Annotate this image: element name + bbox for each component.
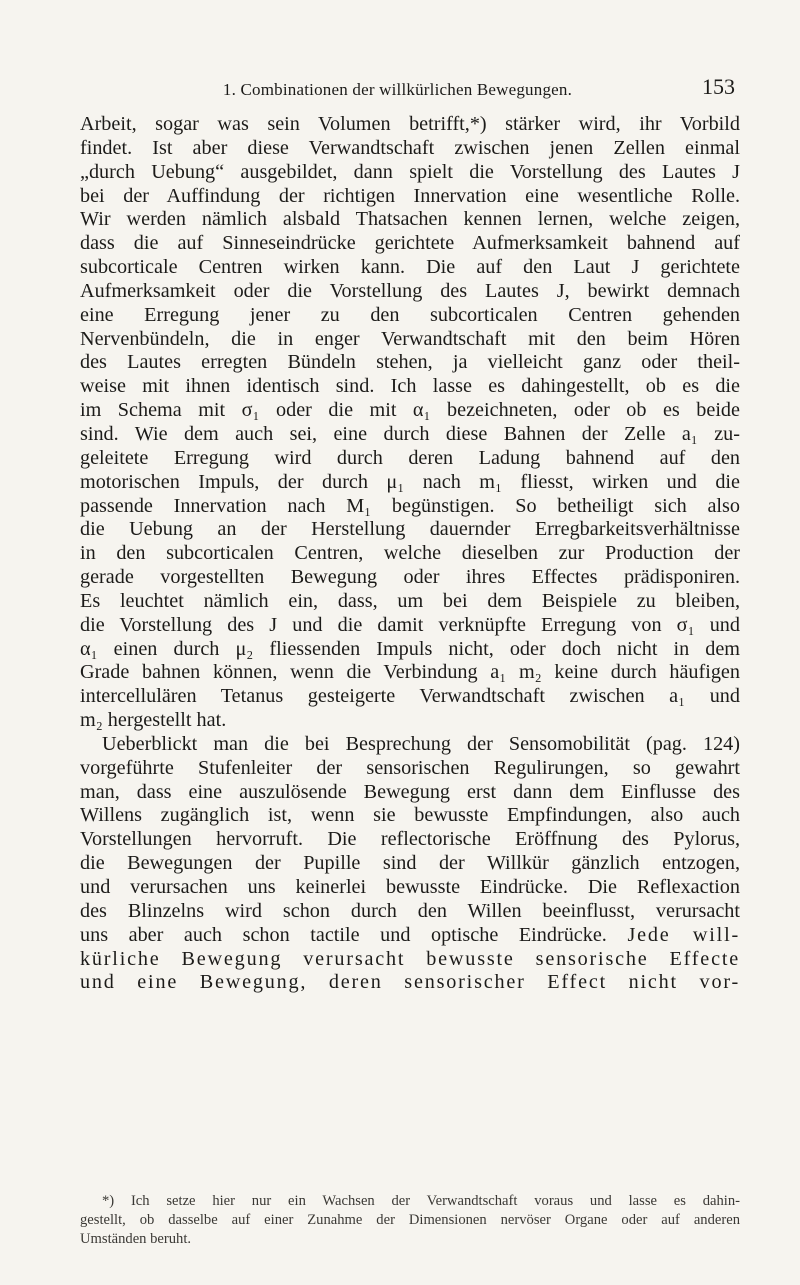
footnote-line: *) Ich setze hier nur ein Wachsen der Verwandtschaft voraus und lasse es dahin- (102, 1193, 740, 1209)
text-line: dass die auf Sinneseindrücke gerichtete Aufmerksamkeit bahnend auf (80, 232, 740, 255)
text-line: des Lautes erregten Bündeln stehen, ja vielleicht ganz oder theil- (80, 351, 740, 374)
text-line: m₂ hergestellt hat. (80, 709, 227, 732)
text-line: im Schema mit σ₁ oder die mit α₁ bezeichneten, oder ob es beide (80, 399, 740, 422)
text-line: Grade bahnen können, wenn die Verbindung a₁ m₂ keine durch häufigen (80, 661, 740, 684)
text-line: Willens zugänglich ist, wenn sie bewusste Empfindungen, also auch (80, 804, 740, 827)
text-line: „durch Uebung“ ausgebildet, dann spielt die Vorstellung des Lautes J (80, 160, 740, 183)
text-line: in den subcorticalen Centren, welche dieselben zur Production der (80, 542, 740, 565)
spaced-emphasis-line: und eine Bewegung, deren sensorischer Effect nicht vor- (80, 971, 740, 994)
text-line: bei der Auffindung der richtigen Innervation eine wesentliche Rolle. (80, 184, 740, 207)
text-line: des Blinzelns wird schon durch den Willen beeinflusst, verursacht (80, 899, 740, 922)
spaced-emphasis: Jede will- (627, 923, 741, 946)
text-line-plain: uns aber auch schon tactile und optische Eindrücke. (80, 923, 607, 946)
page-number: 153 (702, 74, 735, 99)
footnote (80, 1192, 740, 1249)
text-line: sind. Wie dem auch sei, eine durch diese Bahnen der Zelle a₁ zu- (80, 422, 740, 445)
footnote-line: Umständen beruht. (80, 1231, 192, 1247)
text-line: eine Erregung jener zu den subcorticalen Centren gehenden (80, 303, 740, 326)
text-line: man, dass eine auszulösende Bewegung erst dann dem Einflusse des (80, 780, 740, 803)
text-line: intercellulären Tetanus gesteigerte Verwandtschaft zwischen a₁ und (80, 685, 740, 708)
text-line: Nervenbündeln, die in enger Verwandtschaft mit den beim Hören (80, 327, 740, 350)
text-line-with-spaced (80, 924, 740, 948)
text-line: die Vorstellung des J und die damit verknüpfte Erregung von σ₁ und (80, 613, 740, 636)
body-text (80, 113, 740, 995)
text-line: gerade vorgestellten Bewegung oder ihres Effectes prädisponiren. (80, 566, 740, 589)
running-head (60, 74, 735, 104)
text-line: die Uebung an der Herstellung dauernder Erregbarkeitsverhältnisse (80, 518, 740, 541)
text-line: Ueberblickt man die bei Besprechung der Sensomobilität (pag. 124) (102, 732, 740, 755)
text-line: passende Innervation nach M₁ begünstigen. So betheiligt sich also (80, 494, 740, 517)
footnote-line: gestellt, ob dasselbe auf einer Zunahme der Dimensionen nervöser Organe oder auf anderen (80, 1212, 740, 1228)
text-line: geleitete Erregung wird durch deren Ladung bahnend auf den (80, 446, 740, 469)
text-line: Wir werden nämlich alsbald Thatsachen kennen lernen, welche zeigen, (80, 208, 740, 231)
text-line: Vorstellungen hervorruft. Die reflectorische Eröffnung des Pylorus, (80, 828, 740, 851)
text-line: motorischen Impuls, der durch μ₁ nach m₁ fliesst, wirken und die (80, 470, 740, 493)
text-line: Aufmerksamkeit oder die Vorstellung des Lautes J, bewirkt demnach (80, 279, 740, 302)
text-line: vorgeführte Stufenleiter der sensorischen Regulirungen, so gewahrt (80, 756, 740, 779)
text-line: Arbeit, sogar was sein Volumen betrifft,*) stärker wird, ihr Vorbild (80, 113, 740, 135)
text-line: Es leuchtet nämlich ein, dass, um bei dem Beispiele zu bleiben, (80, 589, 740, 612)
text-line: findet. Ist aber diese Verwandtschaft zwischen jenen Zellen einmal (80, 136, 740, 159)
text-line: α₁ einen durch μ₂ fliessenden Impuls nicht, oder doch nicht in dem (80, 637, 740, 660)
spaced-emphasis-line: kürliche Bewegung verursacht bewusste sensorische Effecte (80, 947, 740, 970)
text-line: die Bewegungen der Pupille sind der Willkür gänzlich entzogen, (80, 852, 740, 875)
text-line: subcorticale Centren wirken kann. Die auf den Laut J gerichtete (80, 256, 740, 279)
running-title: 1. Combinationen der willkürlichen Bewegungen. (222, 80, 573, 99)
text-line: und verursachen uns keinerlei bewusste Eindrücke. Die Reflexaction (80, 876, 740, 898)
text-line: weise mit ihnen identisch sind. Ich lasse es dahingestellt, ob es die (80, 375, 740, 398)
